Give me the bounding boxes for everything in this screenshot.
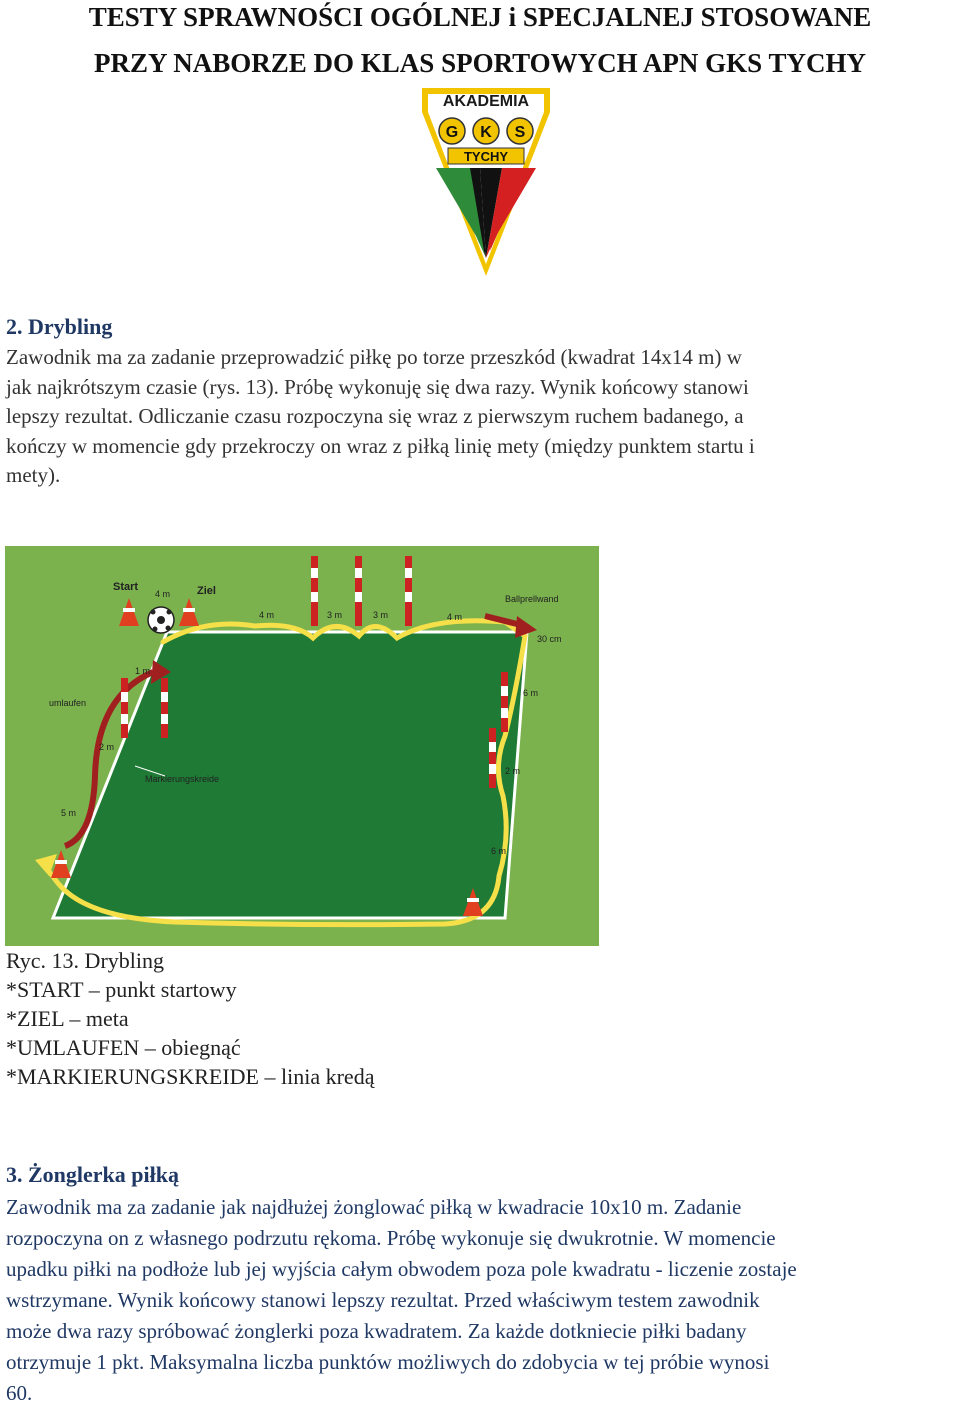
- label-4m-b: 4 m: [447, 612, 463, 622]
- figure-caption-title: Ryc. 13. Drybling: [6, 948, 164, 973]
- section-3-line: upadku piłki na podłoże lub jej wyjścia całym obwodem poza pole kwadratu - liczenie zostaje: [6, 1257, 797, 1281]
- label-30cm: 30 cm: [537, 634, 562, 644]
- section-3-line: Zawodnik ma za zadanie jak najdłużej żonglować piłką w kwadracie 10x10 m. Zadanie: [6, 1195, 742, 1219]
- label-start: Start: [113, 581, 139, 593]
- label-4m-a: 4 m: [259, 610, 275, 620]
- label-1m: 1 m: [135, 666, 151, 676]
- shield-shape: [422, 88, 550, 276]
- section-2-body: [6, 343, 954, 491]
- label-umlaufen: umlaufen: [49, 698, 87, 708]
- section-3-line: 60.: [6, 1381, 33, 1405]
- label-ziel: Ziel: [197, 585, 216, 597]
- section-2-line: mety).: [6, 463, 61, 487]
- label-ballprellwand: Ballprellwand: [505, 594, 559, 604]
- document-title-line1: TESTY SPRAWNOŚCI OGÓLNEJ i SPECJALNEJ STOSOWANE: [88, 2, 872, 32]
- document-title-line2: PRZY NABORZE DO KLAS SPORTOWYCH APN GKS TYCHY: [94, 48, 866, 78]
- ball-icon: [148, 607, 174, 633]
- label-2m-left: 2 m: [99, 742, 115, 752]
- section-3-line: rozpoczyna on z własnego podrzutu rękoma. Próbę wykonuje się dwukrotnie. W momencie: [6, 1226, 776, 1250]
- label-markierungskreide: Markierungskreide: [145, 774, 220, 784]
- label-2m-right: 2 m: [505, 766, 521, 776]
- label-4m-top: 4 m: [155, 589, 171, 599]
- section-2-line: Zawodnik ma za zadanie przeprowadzić piłkę po torze przeszkód (kwadrat 14x14 m) w: [6, 345, 742, 369]
- label-5m: 5 m: [61, 808, 77, 818]
- label-3m-b: 3 m: [373, 610, 389, 620]
- section-2-line: jak najkrótszym czasie (rys. 13). Próbę wykonuję się dwa razy. Wynik końcowy stanowi: [6, 374, 749, 399]
- section-2-line: kończy w momencie gdy przekroczy on wraz z piłką linię mety (między punktem startu i: [6, 433, 755, 458]
- logo-bottom-text: TYCHY: [463, 149, 509, 164]
- section-3-line: otrzymuje 1 pkt. Maksymalna liczba punktów możliwych do zdobycia w tej próbie wynosi: [6, 1350, 770, 1374]
- logo-letter-k: K: [480, 124, 492, 141]
- logo-top-text: AKADEMIA: [442, 93, 530, 110]
- logo-letters: [439, 118, 533, 144]
- legend-ziel: *ZIEL – meta: [6, 1006, 129, 1031]
- section-3-title: 3. Żonglerka piłką: [6, 1162, 179, 1187]
- logo-letter-s: S: [514, 124, 526, 141]
- label-6m-b: 6 m: [491, 846, 507, 856]
- section-3-body: [6, 1192, 960, 1409]
- section-3-line: wstrzymane. Wynik końcowy stanowi lepszy rezultat. Przed właściwym testem zawodnik: [6, 1288, 760, 1312]
- gks-tychy-logo: [418, 86, 554, 278]
- legend-markierungskreide: *MARKIERUNGSKREIDE – linia kredą: [6, 1064, 375, 1089]
- section-2-title: 2. Drybling: [6, 314, 113, 339]
- logo-letter-g: G: [445, 124, 459, 141]
- label-6m-a: 6 m: [523, 688, 539, 698]
- label-3m-a: 3 m: [327, 610, 343, 620]
- section-2-line: lepszy rezultat. Odliczanie czasu rozpoczyna się wraz z pierwszym ruchem badanego, a: [6, 404, 744, 428]
- legend-start: *START – punkt startowy: [6, 977, 237, 1002]
- dribbling-course-diagram: [5, 546, 599, 946]
- legend-umlaufen: *UMLAUFEN – obiegnąć: [6, 1035, 241, 1060]
- section-3-line: może dwa razy spróbować żonglerki poza kwadratem. Za każde dotkniecie piłki badany: [6, 1319, 747, 1343]
